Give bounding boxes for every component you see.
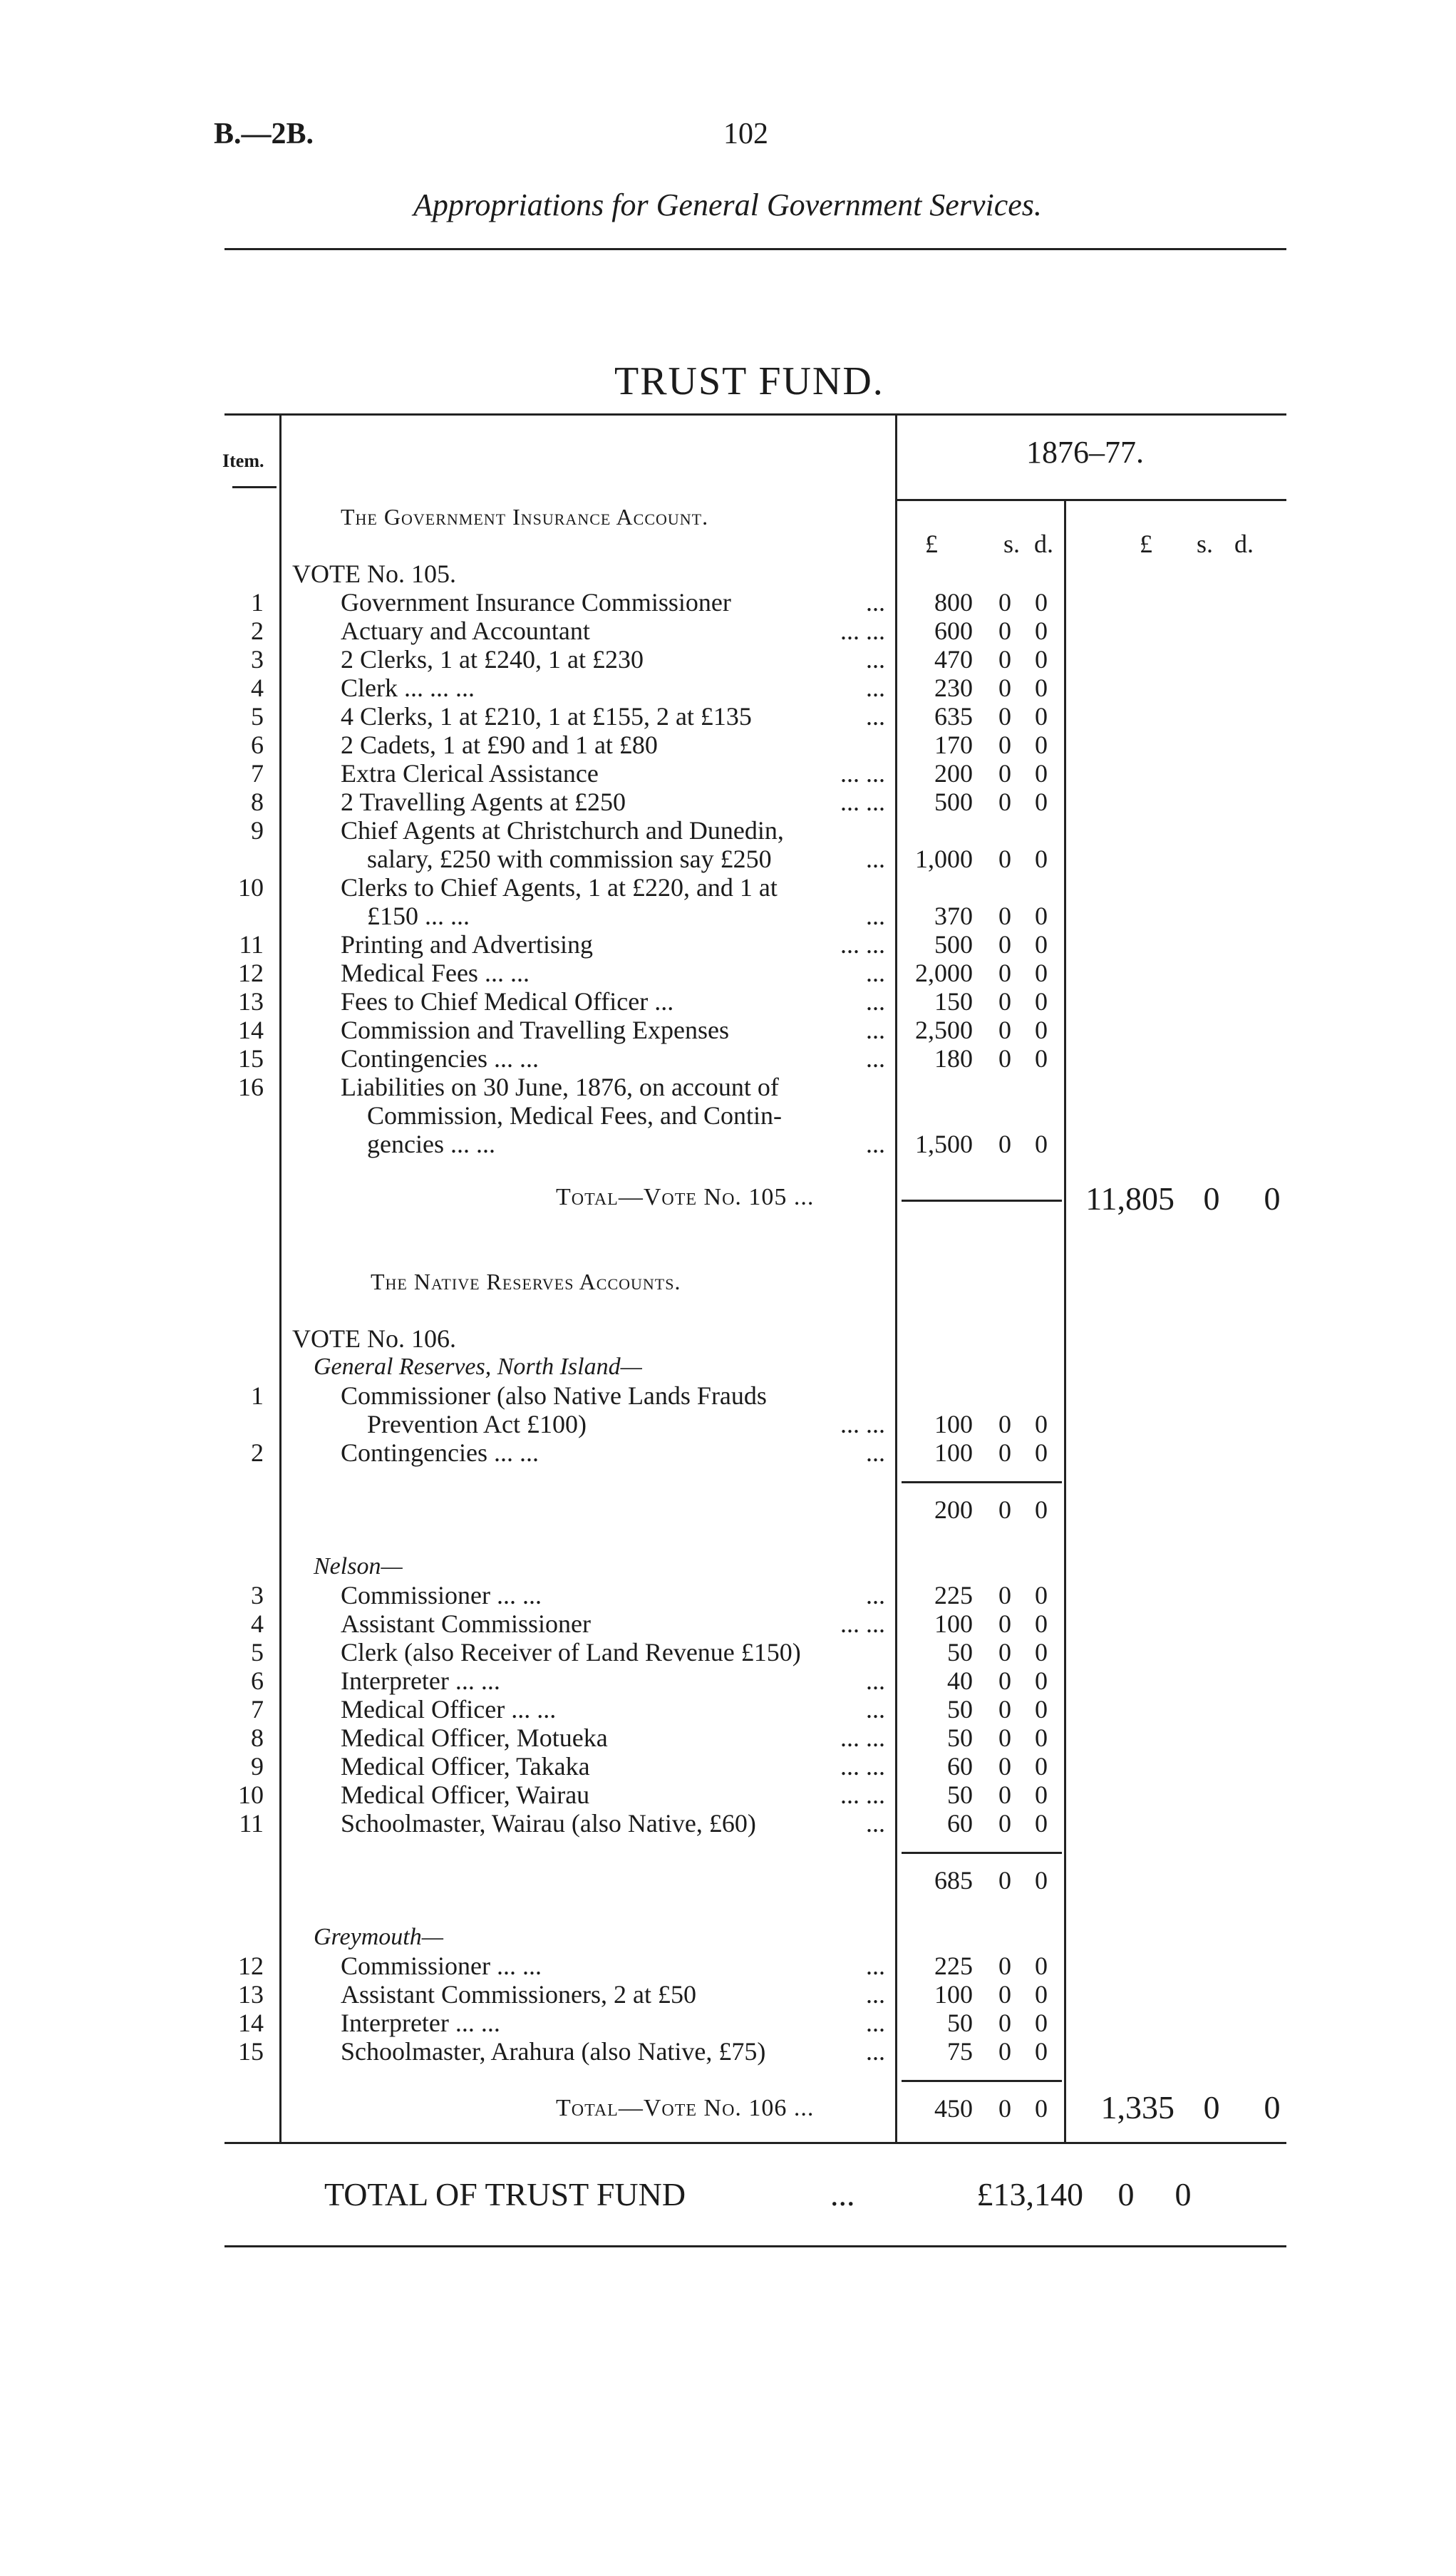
leader-dots: ... [866,1952,885,1980]
leader-dots: ... ... [840,1752,885,1781]
grand-total-top-rule [224,2142,1286,2144]
item-description: Prevention Act £100) [367,1410,587,1438]
leader-dots: ... [866,1130,885,1158]
item-description: Fees to Chief Medical Officer ... [341,987,674,1016]
amount-pounds: 200 [934,759,973,788]
total-vote-106-pounds: 1,335 [1100,2089,1174,2126]
amount-pence: 0 [1035,1410,1048,1438]
amount-shillings: 0 [998,645,1011,674]
amount-pence: 0 [1035,1581,1048,1609]
leader-dots: ... [866,702,885,731]
amount-shillings: 0 [998,1781,1011,1809]
grand-total-label: TOTAL OF TRUST FUND [324,2176,686,2212]
item-description: 2 Clerks, 1 at £240, 1 at £230 [341,645,644,674]
amount-shillings: 0 [998,674,1011,702]
amount-pence: 0 [1035,2009,1048,2037]
leader-dots: ... ... [840,1609,885,1638]
grand-total-bottom-rule [224,2245,1286,2247]
total-pound-header: £ [1140,530,1152,558]
amount-pence: 0 [1035,1638,1048,1666]
item-number: 2 [251,617,264,645]
total-vote-105-pounds: 11,805 [1085,1180,1174,1217]
total-vote-106-rule [902,2080,1062,2082]
item-number: 8 [251,1724,264,1752]
amount-pence: 0 [1035,788,1048,816]
amount-shillings: 0 [998,1952,1011,1980]
amount-pounds: 500 [934,930,973,959]
amount-pounds: 170 [934,731,973,759]
leader-dots: ... ... [840,930,885,959]
amount-pounds: 40 [947,1666,973,1695]
leader-dots: ... ... [840,1781,885,1809]
vote-105-label: VOTE No. 105. [292,560,456,588]
amount-pounds: 180 [934,1044,973,1073]
item-description: Commissioner ... ... [341,1581,542,1609]
item-description: £150 ... ... [367,902,470,930]
section-heading-native-reserves: The Native Reserves Accounts. [371,1269,681,1294]
amount-pence: 0 [1035,674,1048,702]
total-vote-105-pence: 0 [1264,1180,1281,1217]
item-description: Liabilities on 30 June, 1876, on account of [341,1073,779,1101]
item-number: 9 [251,1752,264,1781]
amount-pounds: 100 [934,1980,973,2009]
item-description: Schoolmaster, Wairau (also Native, £60) [341,1809,756,1838]
item-description: Printing and Advertising [341,930,593,959]
amount-pence: 0 [1035,2037,1048,2066]
amount-shillings: 0 [998,1752,1011,1781]
amount-shillings: 0 [998,1130,1011,1158]
amount-pence: 0 [1035,1809,1048,1838]
item-description: Clerk (also Receiver of Land Revenue £150) [341,1638,801,1666]
leader-dots: ... ... [840,617,885,645]
total-vote-105-rule [902,1200,1062,1202]
total-vote-106-sub-pence: 0 [1035,2094,1048,2123]
item-description: 4 Clerks, 1 at £210, 1 at £155, 2 at £135 [341,702,752,731]
leader-dots: ... [866,2037,885,2066]
item-description: Medical Fees ... ... [341,959,530,987]
item-number: 12 [238,1952,264,1980]
amount-shillings: 0 [998,1044,1011,1073]
amount-pence: 0 [1035,1724,1048,1752]
item-number: 11 [239,930,264,959]
leader-dots: ... [866,645,885,674]
group-nelson-title: Nelson— [314,1553,403,1580]
amount-shillings: 0 [998,902,1011,930]
amount-shillings: 0 [998,617,1011,645]
amount-pounds: 635 [934,702,973,731]
nelson-subtotal-shillings: 0 [998,1866,1011,1895]
amount-shillings: 0 [998,702,1011,731]
leader-dots: ... [866,2009,885,2037]
item-number: 15 [238,1044,264,1073]
amount-pence: 0 [1035,1130,1048,1158]
amount-shillings: 0 [998,1581,1011,1609]
leader-dots: ... ... [840,1724,885,1752]
amount-pounds: 100 [934,1410,973,1438]
amount-pence: 0 [1035,645,1048,674]
item-header-underline [232,486,277,488]
item-description: 2 Cadets, 1 at £90 and 1 at £80 [341,731,658,759]
grand-total-shillings: 0 [1117,2176,1135,2212]
item-number: 8 [251,788,264,816]
amount-shillings: 0 [998,959,1011,987]
item-description: Contingencies ... ... [341,1044,539,1073]
item-number: 3 [251,1581,264,1609]
item-description: salary, £250 with commission say £250 [367,845,772,873]
item-description: 2 Travelling Agents at £250 [341,788,626,816]
item-description: Assistant Commissioners, 2 at £50 [341,1980,697,2009]
item-description: Medical Officer, Wairau [341,1781,590,1809]
page-subtitle: Appropriations for General Government Services. [413,187,1042,222]
leader-dots: ... ... [840,759,885,788]
amount-pence: 0 [1035,1016,1048,1044]
item-number: 6 [251,1666,264,1695]
amount-shillings: 0 [998,1638,1011,1666]
leader-dots: ... [866,902,885,930]
total-vote-106-label: Total—Vote No. 106 ... [556,2095,815,2121]
amount-pounds: 370 [934,902,973,930]
amount-pounds: 225 [934,1581,973,1609]
amount-pence: 0 [1035,1695,1048,1724]
total-vote-106-sub-pounds: 450 [934,2094,973,2123]
general-reserves-subtotal-shillings: 0 [998,1495,1011,1524]
leader-dots: ... [866,845,885,873]
group-general-reserves-title: General Reserves, North Island— [314,1354,642,1380]
amount-pence: 0 [1035,731,1048,759]
amount-column-divider [895,413,897,2142]
total-vote-106-sub-shillings: 0 [998,2094,1011,2123]
amount-pence: 0 [1035,987,1048,1016]
item-description: Medical Officer, Takaka [341,1752,590,1781]
item-number: 4 [251,674,264,702]
amount-pounds: 50 [947,2009,973,2037]
item-number: 14 [238,2009,264,2037]
total-column-divider [1064,499,1066,2142]
leader-dots: ... [866,1666,885,1695]
item-description: Medical Officer ... ... [341,1695,557,1724]
amount-shillings: 0 [998,588,1011,617]
amount-shillings: 0 [998,1438,1011,1467]
amount-pounds: 75 [947,2037,973,2066]
amount-pounds: 2,500 [915,1016,973,1044]
table-top-rule [224,413,1286,416]
year-header-rule [897,499,1286,501]
section-heading-insurance: The Government Insurance Account. [341,504,709,530]
item-number: 12 [238,959,264,987]
pence-header: d. [1034,530,1053,558]
amount-pounds: 1,000 [915,845,973,873]
leader-dots: ... [866,1809,885,1838]
item-description: Interpreter ... ... [341,2009,500,2037]
item-number: 10 [238,873,264,902]
amount-pounds: 150 [934,987,973,1016]
item-number: 2 [251,1438,264,1467]
amount-pence: 0 [1035,930,1048,959]
item-number: 4 [251,1609,264,1638]
grand-total-amount: £13,140 [976,2176,1083,2212]
amount-shillings: 0 [998,845,1011,873]
item-number: 10 [238,1781,264,1809]
general-reserves-subtotal-pounds: 200 [934,1495,973,1524]
leader-dots: ... [866,959,885,987]
amount-pounds: 50 [947,1695,973,1724]
amount-pounds: 50 [947,1781,973,1809]
amount-pence: 0 [1035,588,1048,617]
item-description: Contingencies ... ... [341,1438,539,1467]
grand-total-dots: ... [830,2176,855,2212]
leader-dots: ... [866,588,885,617]
amount-pence: 0 [1035,1952,1048,1980]
item-description: Assistant Commissioner [341,1609,592,1638]
amount-pounds: 800 [934,588,973,617]
amount-pence: 0 [1035,759,1048,788]
group-greymouth-title: Greymouth— [314,1924,443,1950]
leader-dots: ... [866,1016,885,1044]
item-description: gencies ... ... [367,1130,495,1158]
amount-pounds: 60 [947,1752,973,1781]
nelson-subtotal-pounds: 685 [934,1866,973,1895]
amount-shillings: 0 [998,1016,1011,1044]
header-rule [224,248,1286,250]
amount-pounds: 225 [934,1952,973,1980]
amount-shillings: 0 [998,1980,1011,2009]
total-vote-105-shillings: 0 [1203,1180,1220,1217]
amount-pounds: 500 [934,788,973,816]
page-title: TRUST FUND. [614,359,884,403]
amount-shillings: 0 [998,2037,1011,2066]
item-description: Government Insurance Commissioner [341,588,731,617]
item-column-divider [279,413,282,2142]
amount-pence: 0 [1035,902,1048,930]
leader-dots: ... [866,1980,885,2009]
amount-shillings: 0 [998,788,1011,816]
item-number: 1 [251,1381,264,1410]
amount-pounds: 470 [934,645,973,674]
amount-shillings: 0 [998,987,1011,1016]
item-description: Extra Clerical Assistance [341,759,599,788]
amount-shillings: 0 [998,1609,1011,1638]
amount-pounds: 100 [934,1609,973,1638]
item-number: 13 [238,987,264,1016]
general-reserves-subtotal-rule [902,1481,1062,1483]
item-number: 11 [239,1809,264,1838]
amount-pence: 0 [1035,1609,1048,1638]
document-reference: B.—2B. [214,118,314,150]
item-description: Interpreter ... ... [341,1666,500,1695]
amount-pounds: 50 [947,1724,973,1752]
pound-header: £ [925,530,938,558]
amount-pence: 0 [1035,1044,1048,1073]
leader-dots: ... [866,1581,885,1609]
total-pence-header: d. [1234,530,1254,558]
grand-total-pence: 0 [1174,2176,1192,2212]
item-number: 14 [238,1016,264,1044]
item-description: Clerks to Chief Agents, 1 at £220, and 1 at [341,873,778,902]
leader-dots: ... [866,674,885,702]
amount-pounds: 2,000 [915,959,973,987]
amount-pounds: 230 [934,674,973,702]
amount-pence: 0 [1035,1752,1048,1781]
leader-dots: ... [866,1438,885,1467]
item-number: 16 [238,1073,264,1101]
item-description: Medical Officer, Motueka [341,1724,608,1752]
amount-shillings: 0 [998,731,1011,759]
nelson-subtotal-rule [902,1852,1062,1854]
item-description: Commission, Medical Fees, and Contin- [367,1101,782,1130]
item-description: Commission and Travelling Expenses [341,1016,730,1044]
item-number: 6 [251,731,264,759]
item-column-header: Item. [222,450,264,471]
general-reserves-subtotal-pence: 0 [1035,1495,1048,1524]
year-header: 1876–77. [1026,435,1144,470]
item-number: 5 [251,1638,264,1666]
item-description: Clerk ... ... ... [341,674,475,702]
amount-shillings: 0 [998,759,1011,788]
item-number: 3 [251,645,264,674]
item-number: 7 [251,1695,264,1724]
leader-dots: ... [866,987,885,1016]
amount-pence: 0 [1035,959,1048,987]
item-description: Chief Agents at Christchurch and Dunedin, [341,816,784,845]
item-description: Commissioner (also Native Lands Frauds [341,1381,767,1410]
amount-shillings: 0 [998,1410,1011,1438]
page-number: 102 [723,118,768,150]
leader-dots: ... [866,1695,885,1724]
amount-pounds: 50 [947,1638,973,1666]
nelson-subtotal-pence: 0 [1035,1866,1048,1895]
total-vote-106-pence: 0 [1264,2089,1281,2126]
item-description: Commissioner ... ... [341,1952,542,1980]
amount-shillings: 0 [998,2009,1011,2037]
amount-pounds: 1,500 [915,1130,973,1158]
amount-pounds: 60 [947,1809,973,1838]
item-description: Schoolmaster, Arahura (also Native, £75) [341,2037,766,2066]
amount-shillings: 0 [998,930,1011,959]
item-number: 15 [238,2037,264,2066]
amount-shillings: 0 [998,1724,1011,1752]
item-number: 1 [251,588,264,617]
amount-pence: 0 [1035,845,1048,873]
item-number: 7 [251,759,264,788]
total-vote-105-label: Total—Vote No. 105 ... [556,1184,815,1210]
amount-pounds: 600 [934,617,973,645]
total-shilling-header: s. [1197,530,1214,558]
amount-pence: 0 [1035,1980,1048,2009]
total-vote-106-shillings: 0 [1203,2089,1220,2126]
amount-pence: 0 [1035,617,1048,645]
amount-shillings: 0 [998,1666,1011,1695]
shilling-header: s. [1003,530,1021,558]
amount-shillings: 0 [998,1695,1011,1724]
leader-dots: ... ... [840,1410,885,1438]
vote-106-label: VOTE No. 106. [292,1324,456,1353]
amount-shillings: 0 [998,1809,1011,1838]
amount-pence: 0 [1035,1666,1048,1695]
amount-pounds: 100 [934,1438,973,1467]
leader-dots: ... ... [840,788,885,816]
leader-dots: ... [866,1044,885,1073]
item-number: 9 [251,816,264,845]
amount-pence: 0 [1035,702,1048,731]
item-number: 13 [238,1980,264,2009]
item-description: Actuary and Accountant [341,617,590,645]
item-number: 5 [251,702,264,731]
amount-pence: 0 [1035,1438,1048,1467]
amount-pence: 0 [1035,1781,1048,1809]
